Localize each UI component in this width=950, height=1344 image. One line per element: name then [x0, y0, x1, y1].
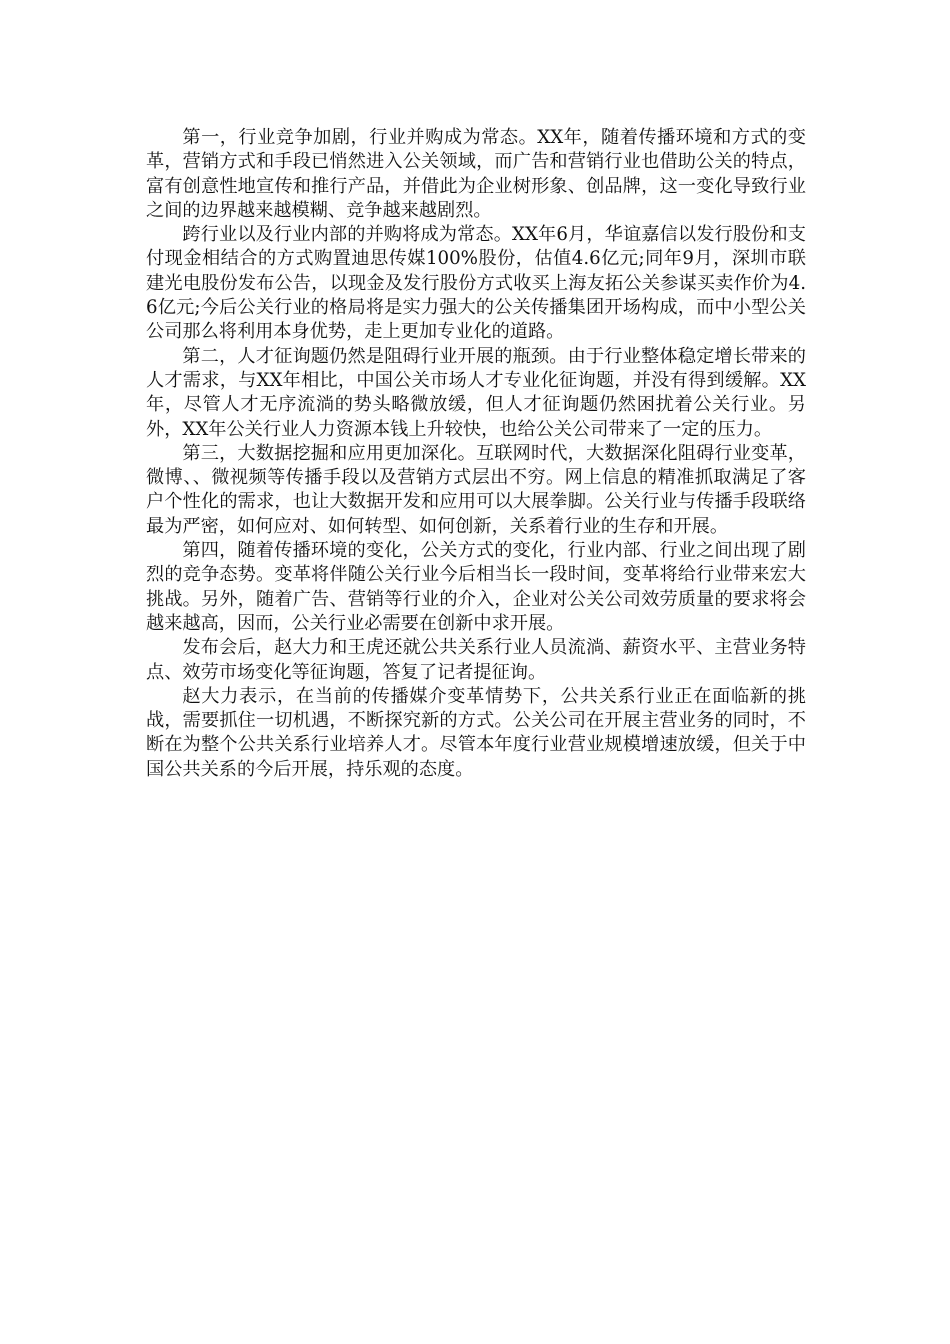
paragraph-1: 第一，行业竞争加剧，行业并购成为常态。XX年，随着传播环境和方式的变革，营销方式和手段已悄然进入公关领域，而广告和营销行业也借助公关的特点，富有创意性地宣传和推行产品，并借此为企业树形象、创品牌，这一变化导致行业之间的边界越来越模糊、竞争越来越剧烈。	[146, 127, 806, 221]
paragraph-3: 第二，人才征询题仍然是阻碍行业开展的瓶颈。由于行业整体稳定增长带来的人才需求，与XX年相比，中国公关市场人才专业化征询题，并没有得到缓解。XX年，尽管人才无序流淌的势头略微放缓，但人才征询题仍然困扰着公关行业。另外，XX年公关行业人力资源本钱上升较快，也给公关公司带来了一定的压力。	[146, 345, 806, 440]
paragraph-2: 跨行业以及行业内部的并购将成为常态。XX年6月，华谊嘉信以发行股份和支付现金相结合的方式购置迪思传媒100%股份，估值4.6亿元;同年9月，深圳市联建光电股份发布公告，以现金及发行股份方式收买上海友拓公关参谋买卖作价为4.6亿元;今后公关行业的格局将是实力强大的公关传播集团开场构成，而中小型公关公司那么将利用本身优势，走上更加专业化的道路。	[146, 224, 806, 343]
paragraph-7: 赵大力表示，在当前的传播媒介变革情势下，公共关系行业正在面临新的挑战，需要抓住一切机遇，不断探究新的方式。公关公司在开展主营业务的同时，不断在为整个公共关系行业培养人才。尽管本年度行业营业规模增速放缓，但关于中国公共关系的今后开展，持乐观的态度。	[146, 685, 806, 780]
document-body	[146, 126, 806, 782]
paragraph-4: 第三，大数据挖掘和应用更加深化。互联网时代，大数据深化阻碍行业变革，微博、、微视频等传播手段以及营销方式层出不穷。网上信息的精准抓取满足了客户个性化的需求，也让大数据开发和应用可以大展拳脚。公关行业与传播手段联络最为严密，如何应对、如何转型、如何创新，关系着行业的生存和开展。	[146, 442, 806, 537]
paragraph-6: 发布会后，赵大力和王虎还就公共关系行业人员流淌、薪资水平、主营业务特点、效劳市场变化等征询题，答复了记者提征询。	[146, 637, 806, 683]
paragraph-5: 第四，随着传播环境的变化，公关方式的变化，行业内部、行业之间出现了剧烈的竞争态势。变革将伴随公关行业今后相当长一段时间，变革将给行业带来宏大挑战。另外，随着广告、营销等行业的介入，企业对公关公司效劳质量的要求将会越来越高，因而，公关行业必需要在创新中求开展。	[146, 540, 806, 634]
